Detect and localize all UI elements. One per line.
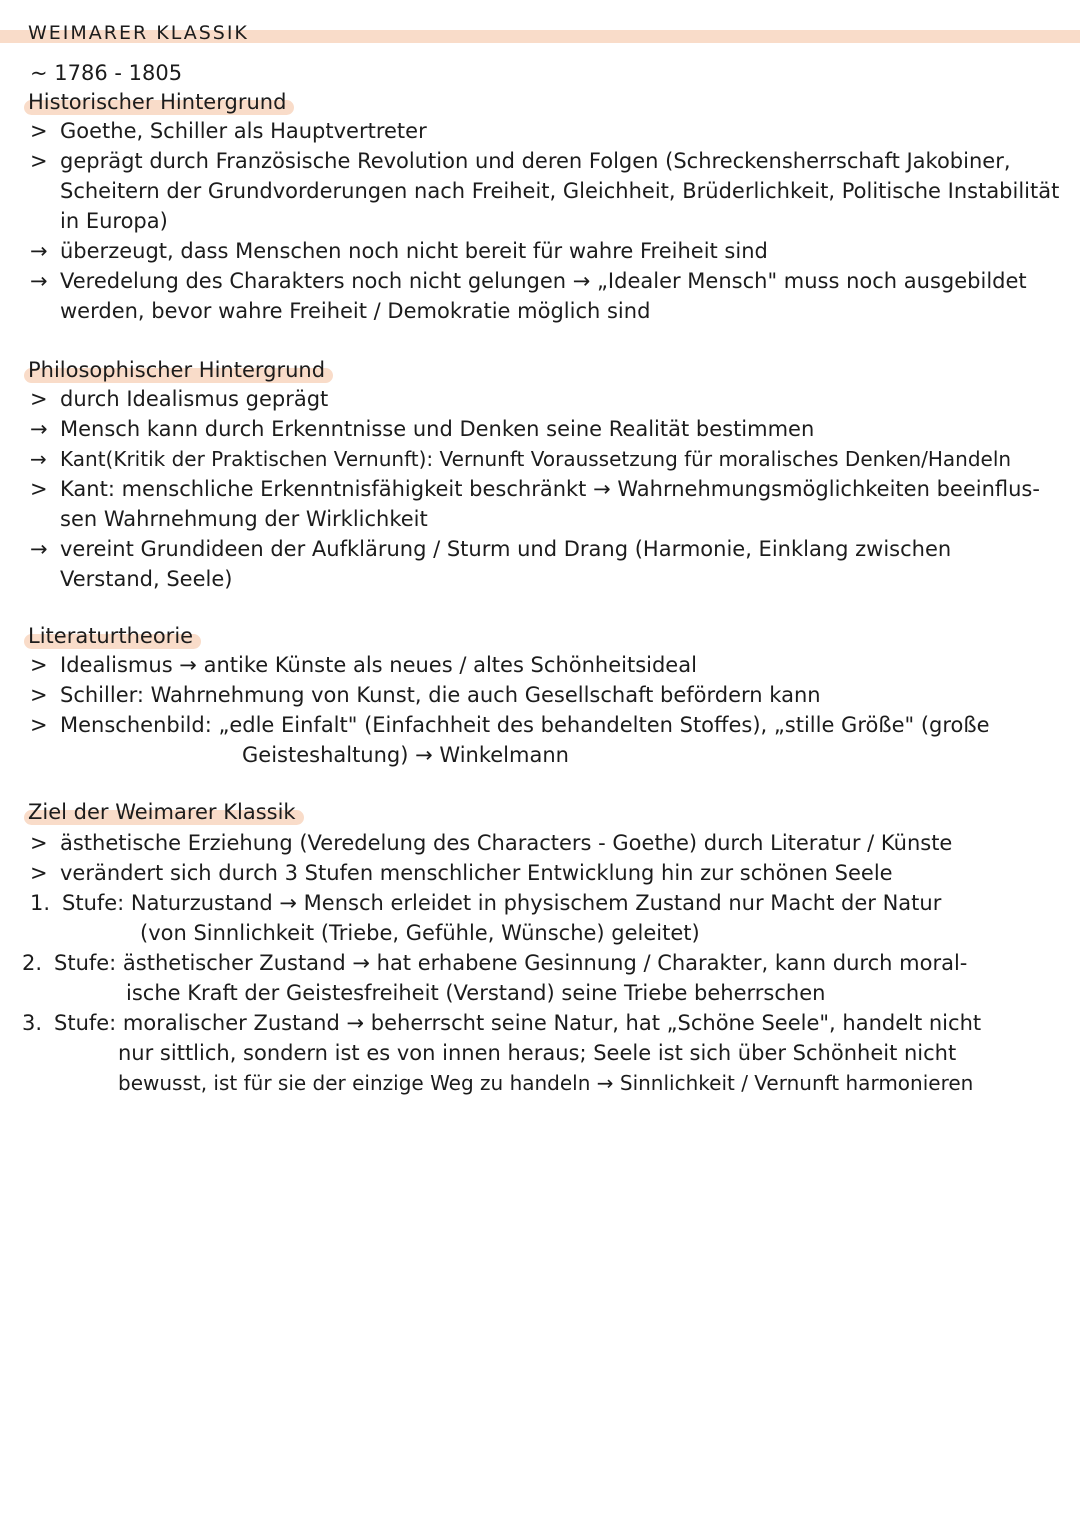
list-item: → Veredelung des Charakters noch nicht gelungen → „Idealer Mensch" muss noch ausgebildet	[30, 269, 1027, 293]
list-item-continuation: Verstand, Seele)	[60, 567, 233, 591]
list-item: > durch Idealismus geprägt	[30, 387, 329, 411]
list-item-continuation: (von Sinnlichkeit (Triebe, Gefühle, Wünsche) geleitet)	[140, 921, 700, 945]
list-item-continuation: in Europa)	[60, 209, 168, 233]
list-item-continuation: bewusst, ist für sie der einzige Weg zu handeln → Sinnlichkeit / Vernunft harmonieren	[118, 1071, 974, 1095]
heading-ziel-der-weimarer-klassik: Ziel der Weimarer Klassik	[24, 799, 304, 825]
heading-philosophischer-hintergrund: Philosophischer Hintergrund	[24, 357, 333, 383]
heading-historischer-hintergrund: Historischer Hintergrund	[24, 89, 294, 115]
list-item: → überzeugt, dass Menschen noch nicht bereit für wahre Freiheit sind	[30, 239, 768, 263]
list-item: 3. Stufe: moralischer Zustand → beherrscht seine Natur, hat „Schöne Seele", handelt nicht	[22, 1011, 982, 1035]
list-item: > Schiller: Wahrnehmung von Kunst, die auch Gesellschaft befördern kann	[30, 683, 821, 707]
list-item: 1. Stufe: Naturzustand → Mensch erleidet in physischem Zustand nur Macht der Natur	[30, 891, 942, 915]
list-item-continuation: nur sittlich, sondern ist es von innen heraus; Seele ist sich über Schönheit nicht	[118, 1041, 957, 1065]
list-item: → Kant(Kritik der Praktischen Vernunft): Vernunft Voraussetzung für moralisches Denken/Handeln	[30, 447, 1012, 471]
list-item: > Idealismus → antike Künste als neues / altes Schönheitsideal	[30, 653, 697, 677]
list-item-continuation: werden, bevor wahre Freiheit / Demokratie möglich sind	[60, 299, 651, 323]
page-title: WEIMARER KLASSIK	[28, 22, 249, 44]
list-item-continuation: ische Kraft der Geistesfreiheit (Verstand) seine Triebe beherrschen	[126, 981, 826, 1005]
list-item: > Kant: menschliche Erkenntnisfähigkeit beschränkt → Wahrnehmungsmöglichkeiten beeinflus-	[30, 477, 1040, 501]
list-item-continuation: Geisteshaltung) → Winkelmann	[242, 743, 569, 767]
heading-literaturtheorie: Literaturtheorie	[24, 623, 201, 649]
period: ~ 1786 - 1805	[30, 61, 183, 85]
list-item: → Mensch kann durch Erkenntnisse und Denken seine Realität bestimmen	[30, 417, 815, 441]
list-item: > Menschenbild: „edle Einfalt" (Einfachheit des behandelten Stoffes), „stille Größe" (große	[30, 713, 990, 737]
list-item: → vereint Grundideen der Aufklärung / Sturm und Drang (Harmonie, Einklang zwischen	[30, 537, 952, 561]
list-item-continuation: Scheitern der Grundvorderungen nach Freiheit, Gleichheit, Brüderlichkeit, Politische Instabilität	[60, 179, 1060, 203]
list-item: 2. Stufe: ästhetischer Zustand → hat erhabene Gesinnung / Charakter, kann durch moral-	[22, 951, 968, 975]
list-item: > geprägt durch Französische Revolution und deren Folgen (Schreckensherrschaft Jakobiner,	[30, 149, 1011, 173]
list-item: > verändert sich durch 3 Stufen menschlicher Entwicklung hin zur schönen Seele	[30, 861, 893, 885]
list-item-continuation: sen Wahrnehmung der Wirklichkeit	[60, 507, 428, 531]
list-item: > ästhetische Erziehung (Veredelung des Characters - Goethe) durch Literatur / Künste	[30, 831, 953, 855]
list-item: > Goethe, Schiller als Hauptvertreter	[30, 119, 427, 143]
